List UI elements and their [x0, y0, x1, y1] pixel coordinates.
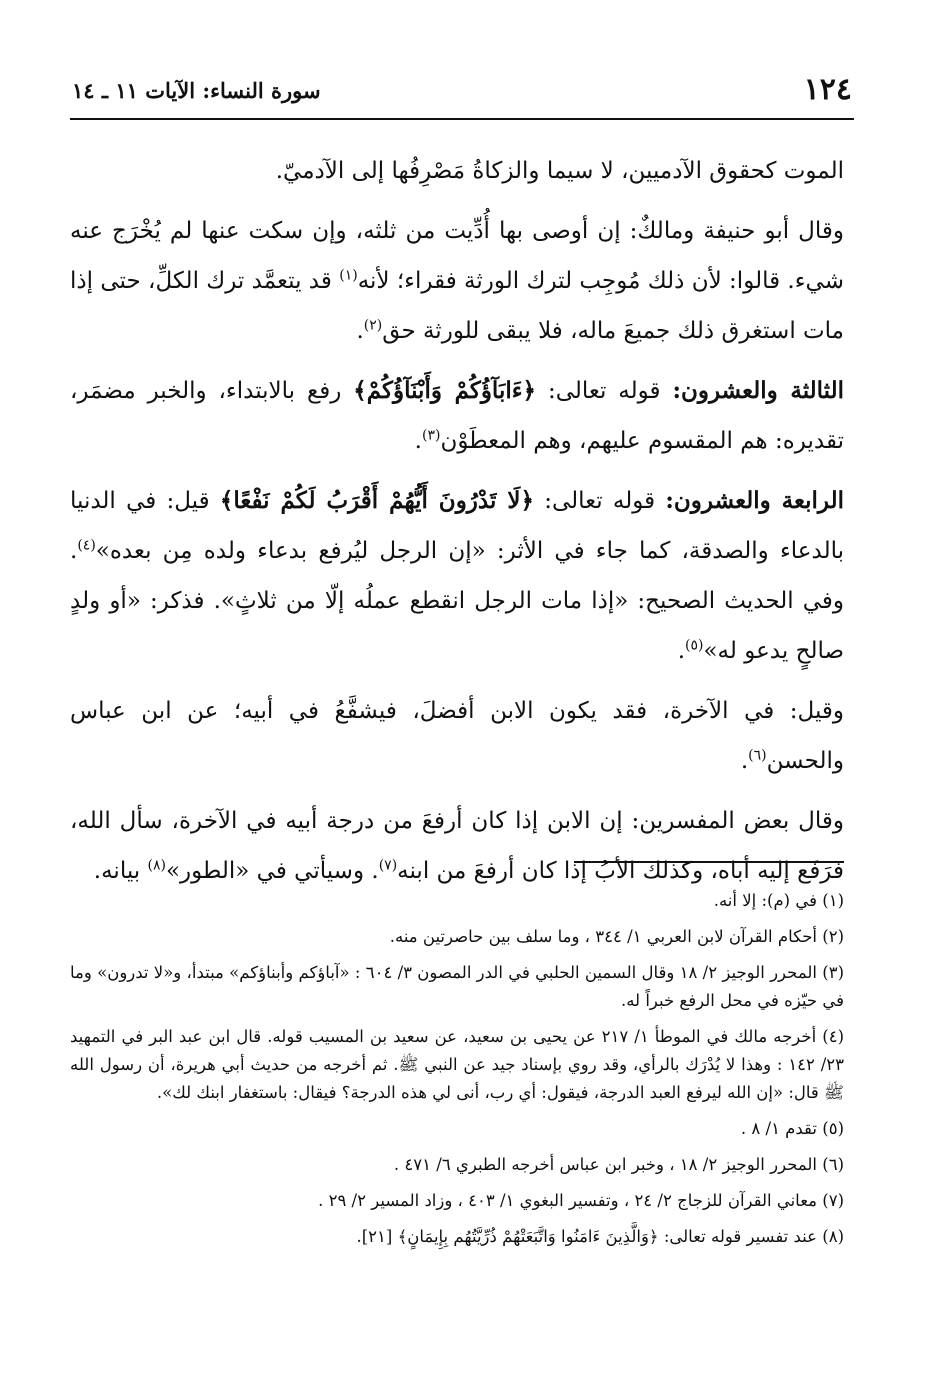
footnote-reference: (٣): [421, 427, 441, 444]
footnote: (١) في (م): إلا أنه.: [713, 891, 844, 910]
paragraph-text: .: [414, 428, 422, 454]
page-number: ١٢٤: [803, 72, 852, 107]
paragraph: [70, 796, 844, 896]
footnote: (٧) معاني القرآن للزجاج ٢/ ٢٤ ، وتفسير البغوي ١/ ٤٠٣ ، وزاد المسير ٢/ ٢٩ .: [318, 1191, 844, 1210]
paragraph-text: وقيل: في الآخرة، فقد يكون الابن أفضلَ، فيشفَّعُ في أبيه؛ عن ابن عباس والحسن: [70, 698, 844, 774]
paragraph-text: قد يتعمَّد ترك الكلِّ، حتى إذا مات استغرق ذلك جميعَ ماله، فلا يبقى للورثة حق: [70, 268, 844, 344]
footnote-reference: (٧): [378, 857, 398, 874]
paragraph: [70, 476, 844, 676]
footnote: (٥) تقدم ١/ ٨ .: [740, 1119, 844, 1138]
footnote: (٤) أخرجه مالك في الموطأ ١/ ٢١٧ عن يحيى بن سعيد، عن سعيد بن المسيب قوله. قال ابن عبد البر في التمهيد ٢٣/ ١٤٢ : وهذا لا يُدْرَك بالرأي، وقد روي بإسناد جيد عن النبي ﷺ. ثم أخرجه من حديث أبي هريرة، أن رسول الله ﷺ قال: «إن الله ليرفع العبد الدرجة، فيقول: أي رب، أنى لي هذه الدرجة؟ فيقال: باستغفار ابنك لك».: [70, 1027, 844, 1102]
paragraph-text: قيل: في الدنيا بالدعاء والصدقة، كما جاء في الأثر: «إن الرجل ليُرفع بدعاء ولده مِن بعده»: [70, 488, 844, 564]
paragraph-text: وقال أبو حنيفة ومالكٌ: إن أوصى بها أُدِّيت من ثلثه، وإن سكت عنها لم يُخْرَج عنه شيء. قالوا: لأن ذلك مُوجِب لترك الورثة فقراء؛ لأنه: [70, 218, 844, 294]
footnote: (٣) المحرر الوجيز ٢/ ١٨ وقال السمين الحلبي في الدر المصون ٣/ ٦٠٤ : «آباؤكم وأبناؤكم» مبتدأ، و«لا تدرون» وما في حيّزه في محل الرفع خبراً له.: [70, 963, 844, 1010]
paragraph: [70, 686, 844, 786]
paragraph-text: وقال بعض المفسرين: إن الابن إذا كان أرفعَ من درجة أبيه في الآخرة، سأل الله، فرَفَع إليه أباه، وكذلك الأبُ إذا كان أرفعَ من ابنه: [70, 808, 844, 884]
paragraph-lead: الرابعة والعشرون:: [665, 487, 844, 514]
footnote-reference: (٥): [685, 637, 704, 654]
paragraph-text: .: [740, 748, 749, 774]
paragraph-text: . وسيأتي في «الطور»: [165, 858, 379, 884]
footnotes: [70, 887, 844, 1259]
paragraph-text: قوله تعالى:: [536, 378, 673, 404]
footnote: (٢) أحكام القرآن لابن العربي ١/ ٣٤٤ ، وما سلف بين حاصرتين منه.: [389, 927, 844, 946]
page-header: [72, 72, 852, 116]
footnote-reference: (٨): [147, 857, 166, 874]
footnote: (٦) المحرر الوجيز ٢/ ١٨ ، وخبر ابن عباس أخرجه الطبري ٦/ ٤٧١ .: [393, 1155, 844, 1174]
paragraph: [70, 366, 844, 466]
paragraph-text: قوله تعالى:: [533, 488, 666, 514]
paragraph-text: .: [677, 638, 686, 664]
footnote-rule: [574, 861, 844, 863]
paragraph-text: الموت كحقوق الآدميين، لا سيما والزكاةُ مَصْرِفُها إلى الآدميّ.: [275, 158, 844, 184]
footnote-reference: (٦): [748, 747, 767, 764]
paragraph-text: رفع بالابتداء، والخبر مضمَر، تقديره: هم المقسوم عليهم، وهم المعطَوْن: [70, 378, 844, 454]
paragraph: [70, 146, 844, 196]
paragraph-text: .: [356, 318, 364, 344]
quran-verse: ﴿لَا تَدْرُونَ أَيُّهُمْ أَقْرَبُ لَكُمْ نَفْعًا﴾: [219, 487, 534, 514]
paragraph: [70, 206, 844, 356]
body-text: [70, 146, 844, 906]
paragraph-lead: الثالثة والعشرون:: [672, 377, 844, 404]
footnote-reference: (١): [339, 267, 358, 284]
paragraph-text: . وفي الحديث الصحيح: «إذا مات الرجل انقطع عملُه إلّا من ثلاثٍ». فذكر: «أو ولدٍ صالحٍ يدعو له»: [70, 538, 844, 664]
header-rule: [70, 118, 854, 120]
running-title: سورة النساء: الآيات ١١ ـ ١٤: [72, 78, 321, 103]
footnote-reference: (٢): [363, 317, 383, 334]
quran-verse: ﴿ءَابَآؤُكُمْ وَأَبْنَآؤُكُمْ﴾: [353, 377, 537, 404]
footnote: (٨) عند تفسير قوله تعالى: ﴿وَالَّذِينَ ءَامَنُوا وَاتَّبَعَتْهُمْ ذُرِّيَّتُهُم بِإِيمَانٍ﴾ [٢١].: [356, 1227, 844, 1246]
paragraph-text: بيانه.: [93, 858, 148, 884]
footnote-reference: (٤): [77, 537, 96, 554]
